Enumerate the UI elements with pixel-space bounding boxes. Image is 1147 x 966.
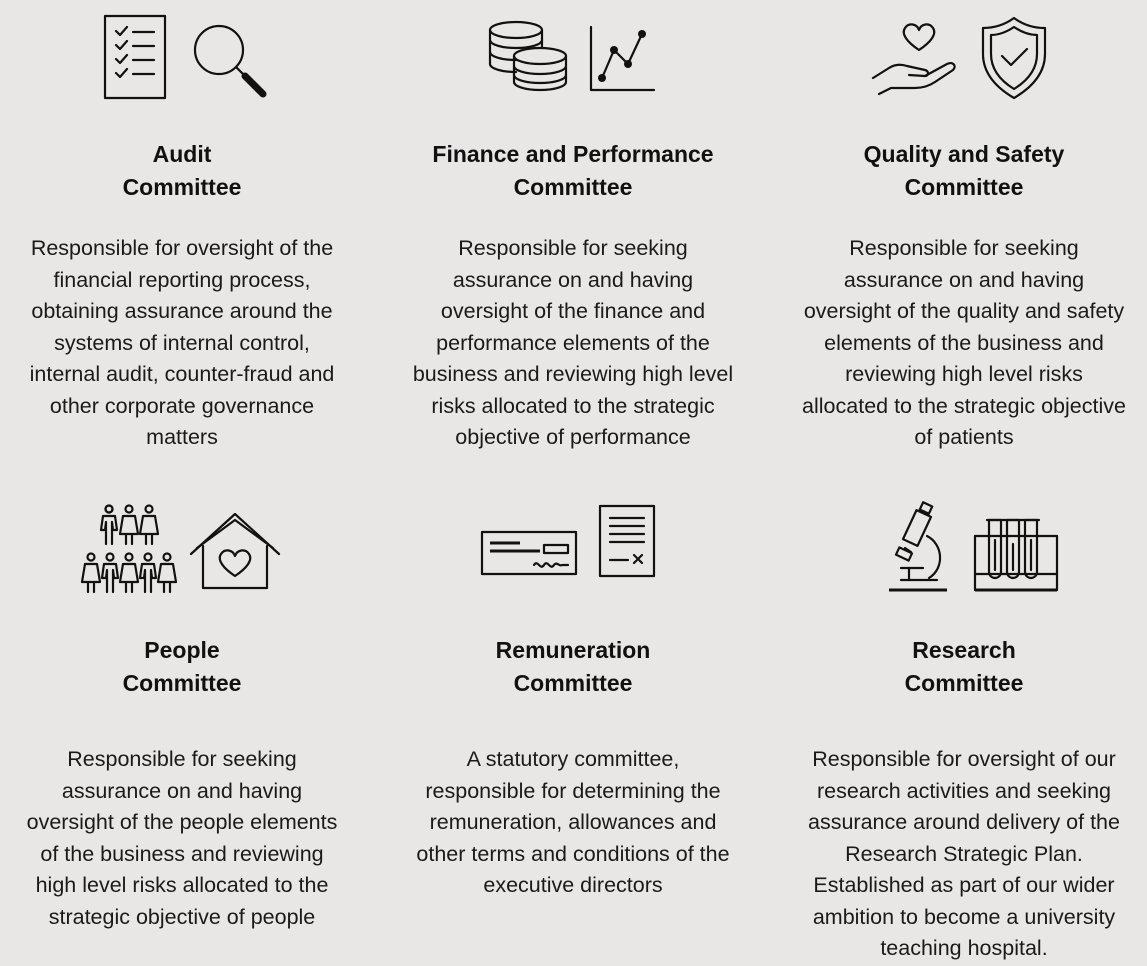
checklist-icon [103, 14, 167, 100]
microscope-icon [887, 502, 951, 594]
committee-title: Research Committee [904, 637, 1024, 696]
committee-title: Finance and Performance Committee [432, 141, 714, 200]
line-graph-icon [588, 24, 658, 94]
heart-in-hand-icon [871, 20, 967, 100]
people-group-icon [81, 504, 181, 596]
committee-description: Responsible for oversight of the financial reporting process, obtaining assurance around the systems of internal control, internal audit, counter-fraud and other corporate governance matters [29, 236, 335, 449]
committee-icons [779, 12, 1147, 112]
committee-title: People Committee [122, 637, 242, 696]
committee-title: Remuneration Committee [495, 637, 651, 696]
committee-description: A statutory committee, responsible for determining the remuneration, allowances and other terms and conditions of the executive directors [416, 747, 730, 897]
test-tubes-icon [973, 516, 1059, 592]
committee-description: Responsible for oversight of our research activities and seeking assurance around delivery of the Research Strategic Plan. Established as part of our wider ambition to become a university teaching hospital. [808, 747, 1120, 960]
committee-icons [388, 12, 758, 112]
house-heart-icon [189, 510, 281, 592]
committee-icons [388, 504, 758, 604]
magnifying-glass-icon [193, 24, 269, 100]
committee-icons [779, 502, 1147, 602]
committee-description: Responsible for seeking assurance on and having oversight of the quality and safety elements of the business and reviewing high level risks allocated to the strategic objective of patients [802, 236, 1126, 449]
committee-title: Quality and Safety Committee [863, 141, 1065, 200]
signed-document-icon [598, 504, 658, 580]
committee-title: Audit Committee [122, 141, 242, 200]
coins-icon [488, 20, 578, 100]
committee-icons [0, 12, 367, 112]
shield-check-icon [979, 16, 1049, 100]
cheque-icon [480, 530, 580, 578]
committee-icons [0, 504, 367, 604]
committee-description: Responsible for seeking assurance on and having oversight of the people elements of the business and reviewing high level risks allocated to the strategic objective of people [26, 747, 338, 929]
committee-description: Responsible for seeking assurance on and having oversight of the finance and performance elements of the business and reviewing high level risks allocated to the strategic objective of performance [412, 236, 734, 449]
